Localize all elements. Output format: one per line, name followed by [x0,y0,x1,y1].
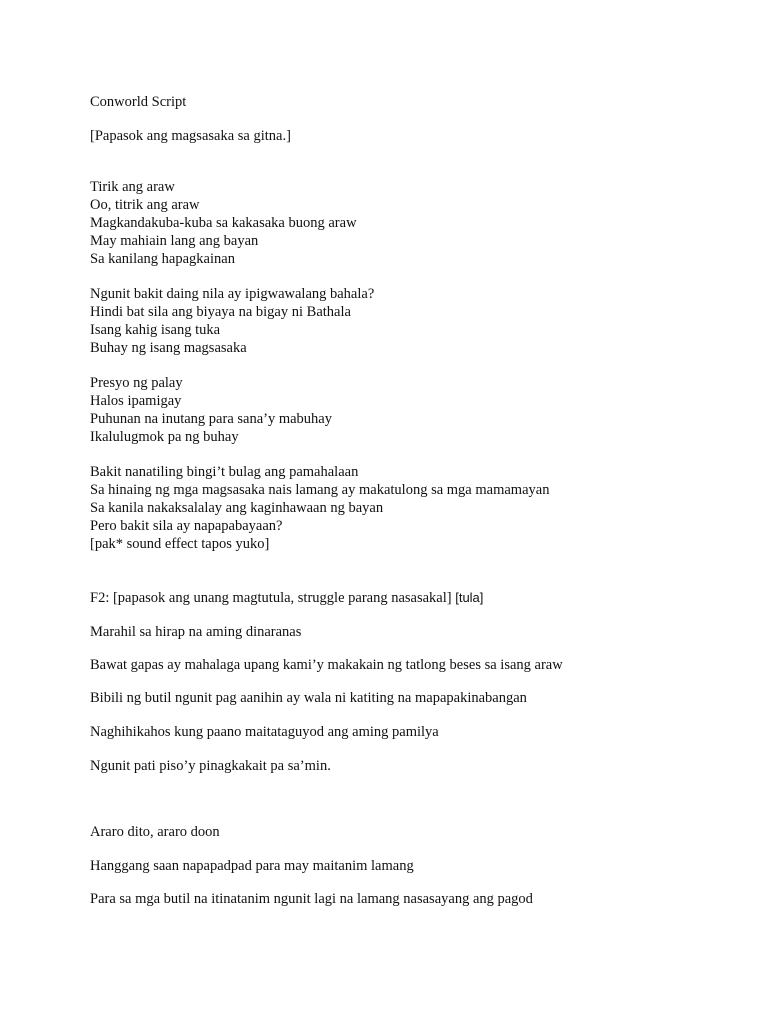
document-title: Conworld Script [90,94,187,110]
verse-line: Hanggang saan napapadpad para may maitanim lamang [90,858,414,874]
verse-line: Magkandakuba-kuba sa kakasaka buong araw [90,215,357,231]
verse-line: Oo, titrik ang araw [90,197,200,213]
f2-direction-tag: [tula] [455,590,484,605]
verse-line: Presyo ng palay [90,375,183,391]
stage-direction: [Papasok ang magsasaka sa gitna.] [90,128,291,144]
verse-line: Sa hinaing ng mga magsasaka nais lamang ay makatulong sa mga mamamayan [90,482,550,498]
stage-direction: [pak* sound effect tapos yuko] [90,536,270,552]
verse-line: Marahil sa hirap na aming dinaranas [90,624,302,640]
verse-line: Hindi bat sila ang biyaya na bigay ni Bathala [90,304,351,320]
verse-line: Bawat gapas ay mahalaga upang kami’y makakain ng tatlong beses sa isang araw [90,657,563,673]
verse-line: Bibili ng butil ngunit pag aanihin ay wala ni katiting na mapapakinabangan [90,690,527,706]
verse-line: May mahiain lang ang bayan [90,233,259,249]
verse-line: Bakit nanatiling bingi’t bulag ang pamahalaan [90,464,359,480]
verse-line: Ngunit pati piso’y pinagkakait pa sa’min. [90,758,331,774]
verse-line: Naghihikahos kung paano maitataguyod ang aming pamilya [90,724,439,740]
verse-line: Buhay ng isang magsasaka [90,340,247,356]
verse-line: Tirik ang araw [90,179,175,195]
verse-line: Halos ipamigay [90,393,182,409]
verse-line: Sa kanila nakaksalalay ang kaginhawaan ng bayan [90,500,384,516]
verse-line: Ikalulugmok pa ng buhay [90,429,239,445]
verse-line: Para sa mga butil na itinatanim ngunit lagi na lamang nasasayang ang pagod [90,891,533,907]
verse-line: Isang kahig isang tuka [90,322,221,338]
verse-line: Ngunit bakit daing nila ay ipigwawalang bahala? [90,286,375,302]
verse-line: Puhunan na inutang para sana’y mabuhay [90,411,332,427]
verse-line: Araro dito, araro doon [90,824,220,840]
verse-line: Sa kanilang hapagkainan [90,251,235,267]
f2-direction-text: F2: [papasok ang unang magtutula, struggle parang nasasakal] [90,590,452,606]
verse-line: Pero bakit sila ay napapabayaan? [90,518,283,534]
f2-stage-direction [90,589,483,607]
